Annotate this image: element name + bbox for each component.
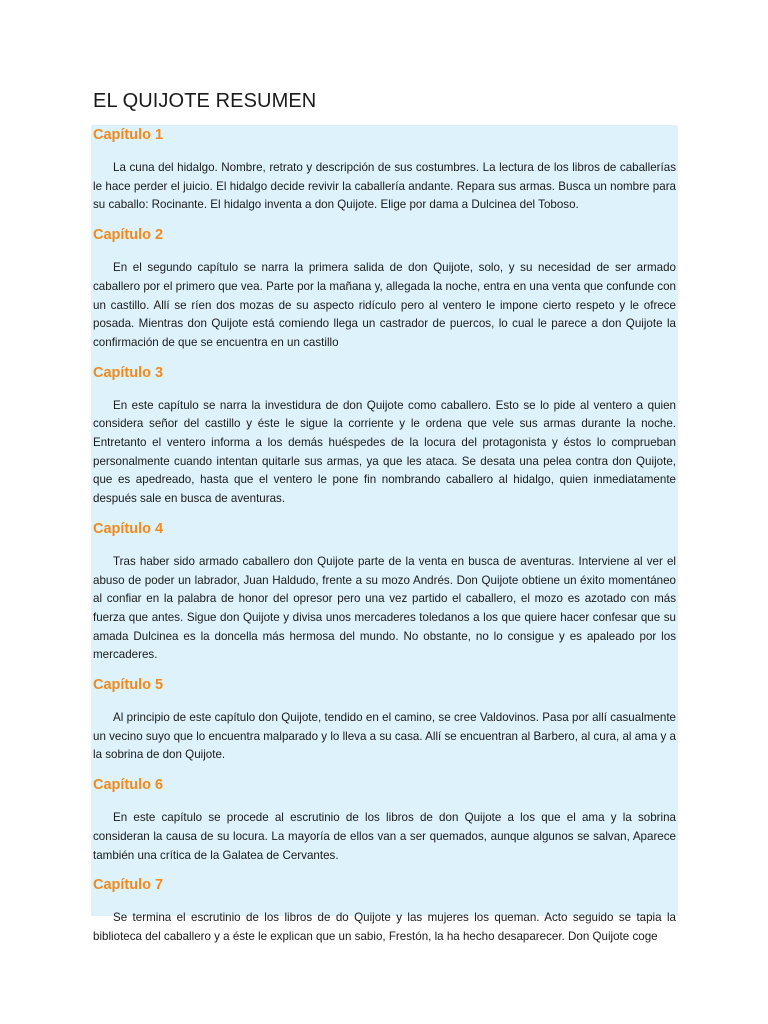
chapter-2 — [93, 225, 676, 353]
chapter-text: Al principio de este capítulo don Quijote, tendido en el camino, se cree Valdovinos. Pasa por allí casualmente un vecino suyo que lo encuentra malparado y lo lleva a su casa. Allí se encuentran al Barbero, al cura, al ama y a la sobrina de don Quijote. — [93, 711, 676, 762]
chapter-heading: Capítulo 7 — [93, 877, 164, 894]
document-title: EL QUIJOTE RESUMEN — [93, 90, 317, 112]
chapter-7 — [93, 875, 676, 946]
chapter-text: Se termina el escrutinio de los libros de do Quijote y las mujeres los queman. Acto seguido se tapia la biblioteca del caballero y a éste le explican que un sabio, Frestón, la ha hecho desaparecer. Don Quijote coge — [93, 911, 676, 943]
chapter-heading: Capítulo 2 — [93, 227, 164, 244]
chapter-heading: Capítulo 1 — [93, 127, 164, 143]
chapter-text: La cuna del hidalgo. Nombre, retrato y descripción de sus costumbres. La lectura de los libros de caballerías le hace perder el juicio. El hidalgo decide revivir la caballería andante. Repara sus armas. Busca un nombre para su caballo: Rocinante. El hidalgo inventa a don Quijote. Elige por dama a Dulcinea del Toboso. — [93, 161, 676, 212]
chapter-3 — [93, 363, 676, 509]
chapter-text: Tras haber sido armado caballero don Quijote parte de la venta en busca de aventuras. Interviene al ver el abuso de poder un labrador, Juan Haldudo, frente a su mozo Andrés. Don Quijote obtiene un éxito momentáneo al confiar en la palabra de honor del opresor pero una vez partido el caballero, el mozo es azotado con más fuerza que antes. Sigue don Quijote y divisa unos mercaderes toledanos a los que quiere hacer confesar que su amada Dulcinea es la doncella más hermosa del mundo. No obstante, no lo consigue y es apaleado por los mercaderes. — [93, 554, 676, 662]
chapter-text: En el segundo capítulo se narra la primera salida de don Quijote, solo, y su necesidad de ser armado caballero por el primero que vea. Parte por la mañana y, allegada la noche, entra en una venta que confunde con un castillo. Allí se ríen dos mozas de su aspecto ridículo pero al ventero le impone cierto respeto y le ofrece posada. Mientras don Quijote está comiendo llega un castrador de puercos, lo cual le parece a don Quijote la confirmación de que se encuentra en un castillo — [93, 261, 676, 349]
chapter-text: En este capítulo se narra la investidura de don Quijote como caballero. Esto se lo pide al ventero a quien considera señor del castillo y éste le sigue la corriente y le ordena que vele sus armas durante la noche. Entretanto el ventero informa a los demás huéspedes de la locura del protagonista y éstos lo comprueban personalmente cuando intentan quitarle sus armas, ya que les ataca. Se desata una pelea contra don Quijote, que es apedreado, hasta que el ventero le pone fin nombrando caballero al hidalgo, quien inmediatamente después sale en busca de aventuras. — [93, 398, 676, 506]
chapter-heading: Capítulo 3 — [93, 364, 164, 381]
chapter-4 — [93, 519, 676, 665]
chapter-heading: Capítulo 6 — [93, 777, 164, 794]
chapter-heading: Capítulo 5 — [93, 677, 164, 694]
chapter-text: En este capítulo se procede al escrutinio de los libros de don Quijote a los que el ama y la sobrina consideran la causa de su locura. La mayoría de ellos van a ser quemados, aunque algunos se salvan, Aparece también una crítica de la Galatea de Cervantes. — [93, 811, 676, 862]
chapter-5 — [93, 675, 676, 765]
chapter-heading: Capítulo 4 — [93, 520, 164, 537]
chapter-1 — [93, 125, 676, 215]
summary-content — [91, 125, 678, 943]
chapter-6 — [93, 775, 676, 865]
